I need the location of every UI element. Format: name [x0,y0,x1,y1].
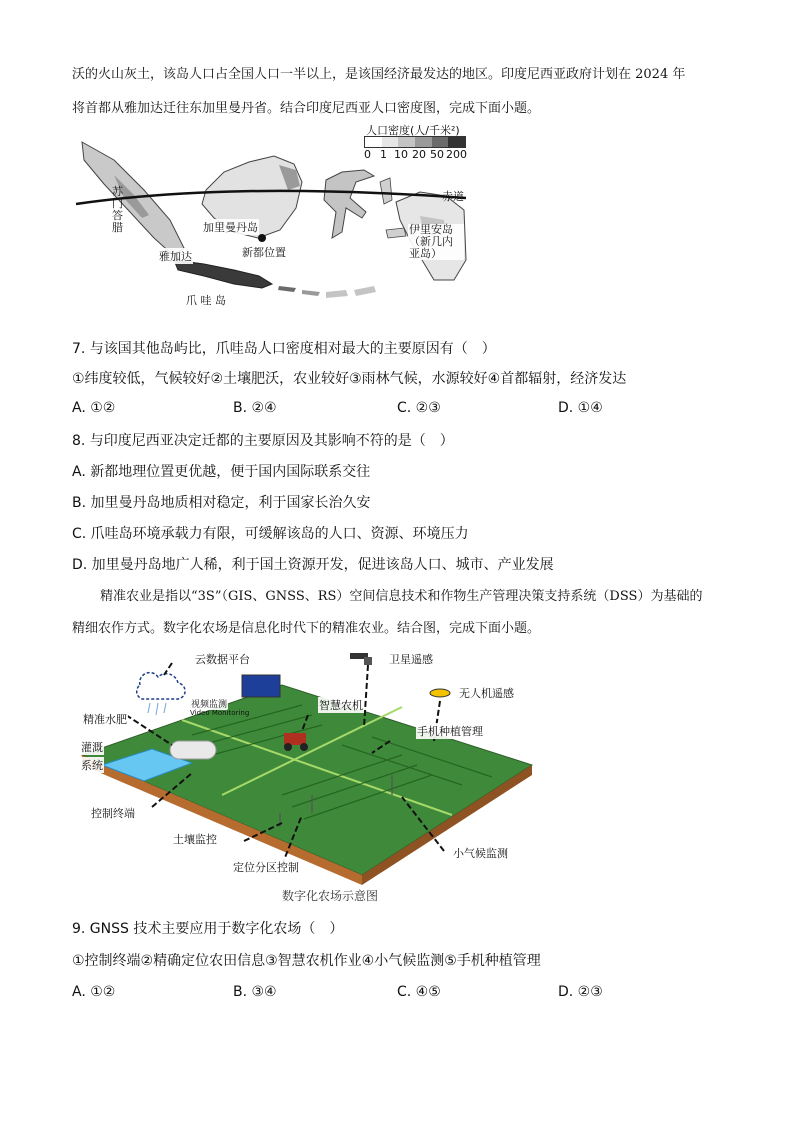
q8-option-c[interactable]: C. 爪哇岛环境承载力有限，可缓解该岛的人口、资源、环境压力 [72,526,469,542]
intro2-line-2: 精细农作方式。数字化农场是信息化时代下的精准农业。结合图，完成下面小题。 [72,621,541,636]
cloud-platform-label: 云数据平台 [195,653,250,666]
q7-options [72,400,712,418]
q8-option-b[interactable]: B. 加里曼丹岛地质相对稳定，利于国家长治久安 [72,495,371,511]
q9-option-a[interactable]: A. ①② [72,984,116,1000]
legend-tick-1: 1 [380,148,387,161]
q8-stem: 8. 与印度尼西亚决定迁都的主要原因及其影响不符的是（ ） [72,433,454,449]
phone-management-label: 手机种植管理 [417,725,483,738]
legend-swatch-3 [398,137,415,147]
legend-tick-0: 0 [364,148,371,161]
jakarta-label: 雅加达 [159,250,192,263]
microclimate-label: 小气候监测 [453,847,508,860]
q9-items: ①控制终端②精确定位农田信息③智慧农机作业④小气候监测⑤手机种植管理 [72,953,541,969]
video-en-label: Video Monitoring [190,709,250,717]
q9-option-d[interactable]: D. ②③ [558,984,603,1000]
q7-option-b[interactable]: B. ②④ [233,400,277,416]
java-label: 爪 哇 岛 [186,294,226,307]
q9-option-b[interactable]: B. ③④ [233,984,277,1000]
satellite-label: 卫星遥感 [389,653,433,666]
legend-tick-200: 200 [446,148,467,161]
smart-machine-label: 智慧农机 [319,699,363,712]
legend-swatch-2 [382,137,399,147]
intro-line-1: 沃的火山灰土，该岛人口占全国人口一半以上，是该国经济最发达的地区。印度尼西亚政府计划在 2024 年 [72,67,686,82]
irrigation-label-1: 灌溉 [81,741,103,754]
new-capital-label: 新都位置 [242,246,286,259]
map-graphic [74,120,468,320]
q7-option-a[interactable]: A. ①② [72,400,116,416]
sumatra-label: 苏 门 答 腊 [112,185,123,234]
drone-label: 无人机遥感 [459,687,514,700]
fertilizer-label: 精准水肥 [83,713,127,726]
irrigation-label-2: 系统 [81,759,103,772]
farm-caption: 数字化农场示意图 [282,889,379,903]
equator-label: 赤道 [442,190,464,203]
q8-option-a[interactable]: A. 新都地理位置更优越，便于国内国际联系交往 [72,464,371,480]
q9-option-c[interactable]: C. ④⑤ [397,984,441,1000]
q7-option-d[interactable]: D. ①④ [558,400,603,416]
q7-stem: 7. 与该国其他岛屿比，爪哇岛人口密度相对最大的主要原因有（ ） [72,341,496,357]
legend-color-bar [364,136,466,148]
q8-option-d[interactable]: D. 加里曼丹岛地广人稀，利于国土资源开发，促进该岛人口、城市、产业发展 [72,557,554,573]
zone-control-label: 定位分区控制 [233,861,299,874]
legend-swatch-4 [415,137,432,147]
legend-title: 人口密度(人/千米²) [366,124,460,137]
legend-swatch-5 [432,137,449,147]
papua-label: 伊里安岛（新几内亚岛） [408,224,464,260]
soil-monitor-label: 土壤监控 [173,833,217,846]
digital-farm-diagram [72,645,548,907]
intro2-line-1: 精准农业是指以“3S”（GIS、GNSS、RS）空间信息技术和作物生产管理决策支持系统（DSS）为基础的 [100,589,703,604]
legend-tick-10: 10 [394,148,408,161]
q9-stem: 9. GNSS 技术主要应用于数字化农场（ ） [72,921,344,937]
legend-swatch-6 [448,137,465,147]
control-terminal-label: 控制终端 [91,807,135,820]
q7-items: ①纬度较低，气候较好②土壤肥沃，农业较好③雨林气候，水源较好④首都辐射，经济发达 [72,371,627,387]
q9-options [72,984,712,1002]
legend-tick-20: 20 [412,148,426,161]
indonesia-density-map [74,120,468,320]
legend-tick-50: 50 [430,148,444,161]
q7-option-c[interactable]: C. ②③ [397,400,441,416]
kalimantan-label: 加里曼丹岛 [203,221,258,234]
video-label: 视频监测 [190,697,228,710]
intro-line-2: 将首都从雅加达迁往东加里曼丹省。结合印度尼西亚人口密度图，完成下面小题。 [72,101,541,116]
legend-swatch-1 [365,137,382,147]
